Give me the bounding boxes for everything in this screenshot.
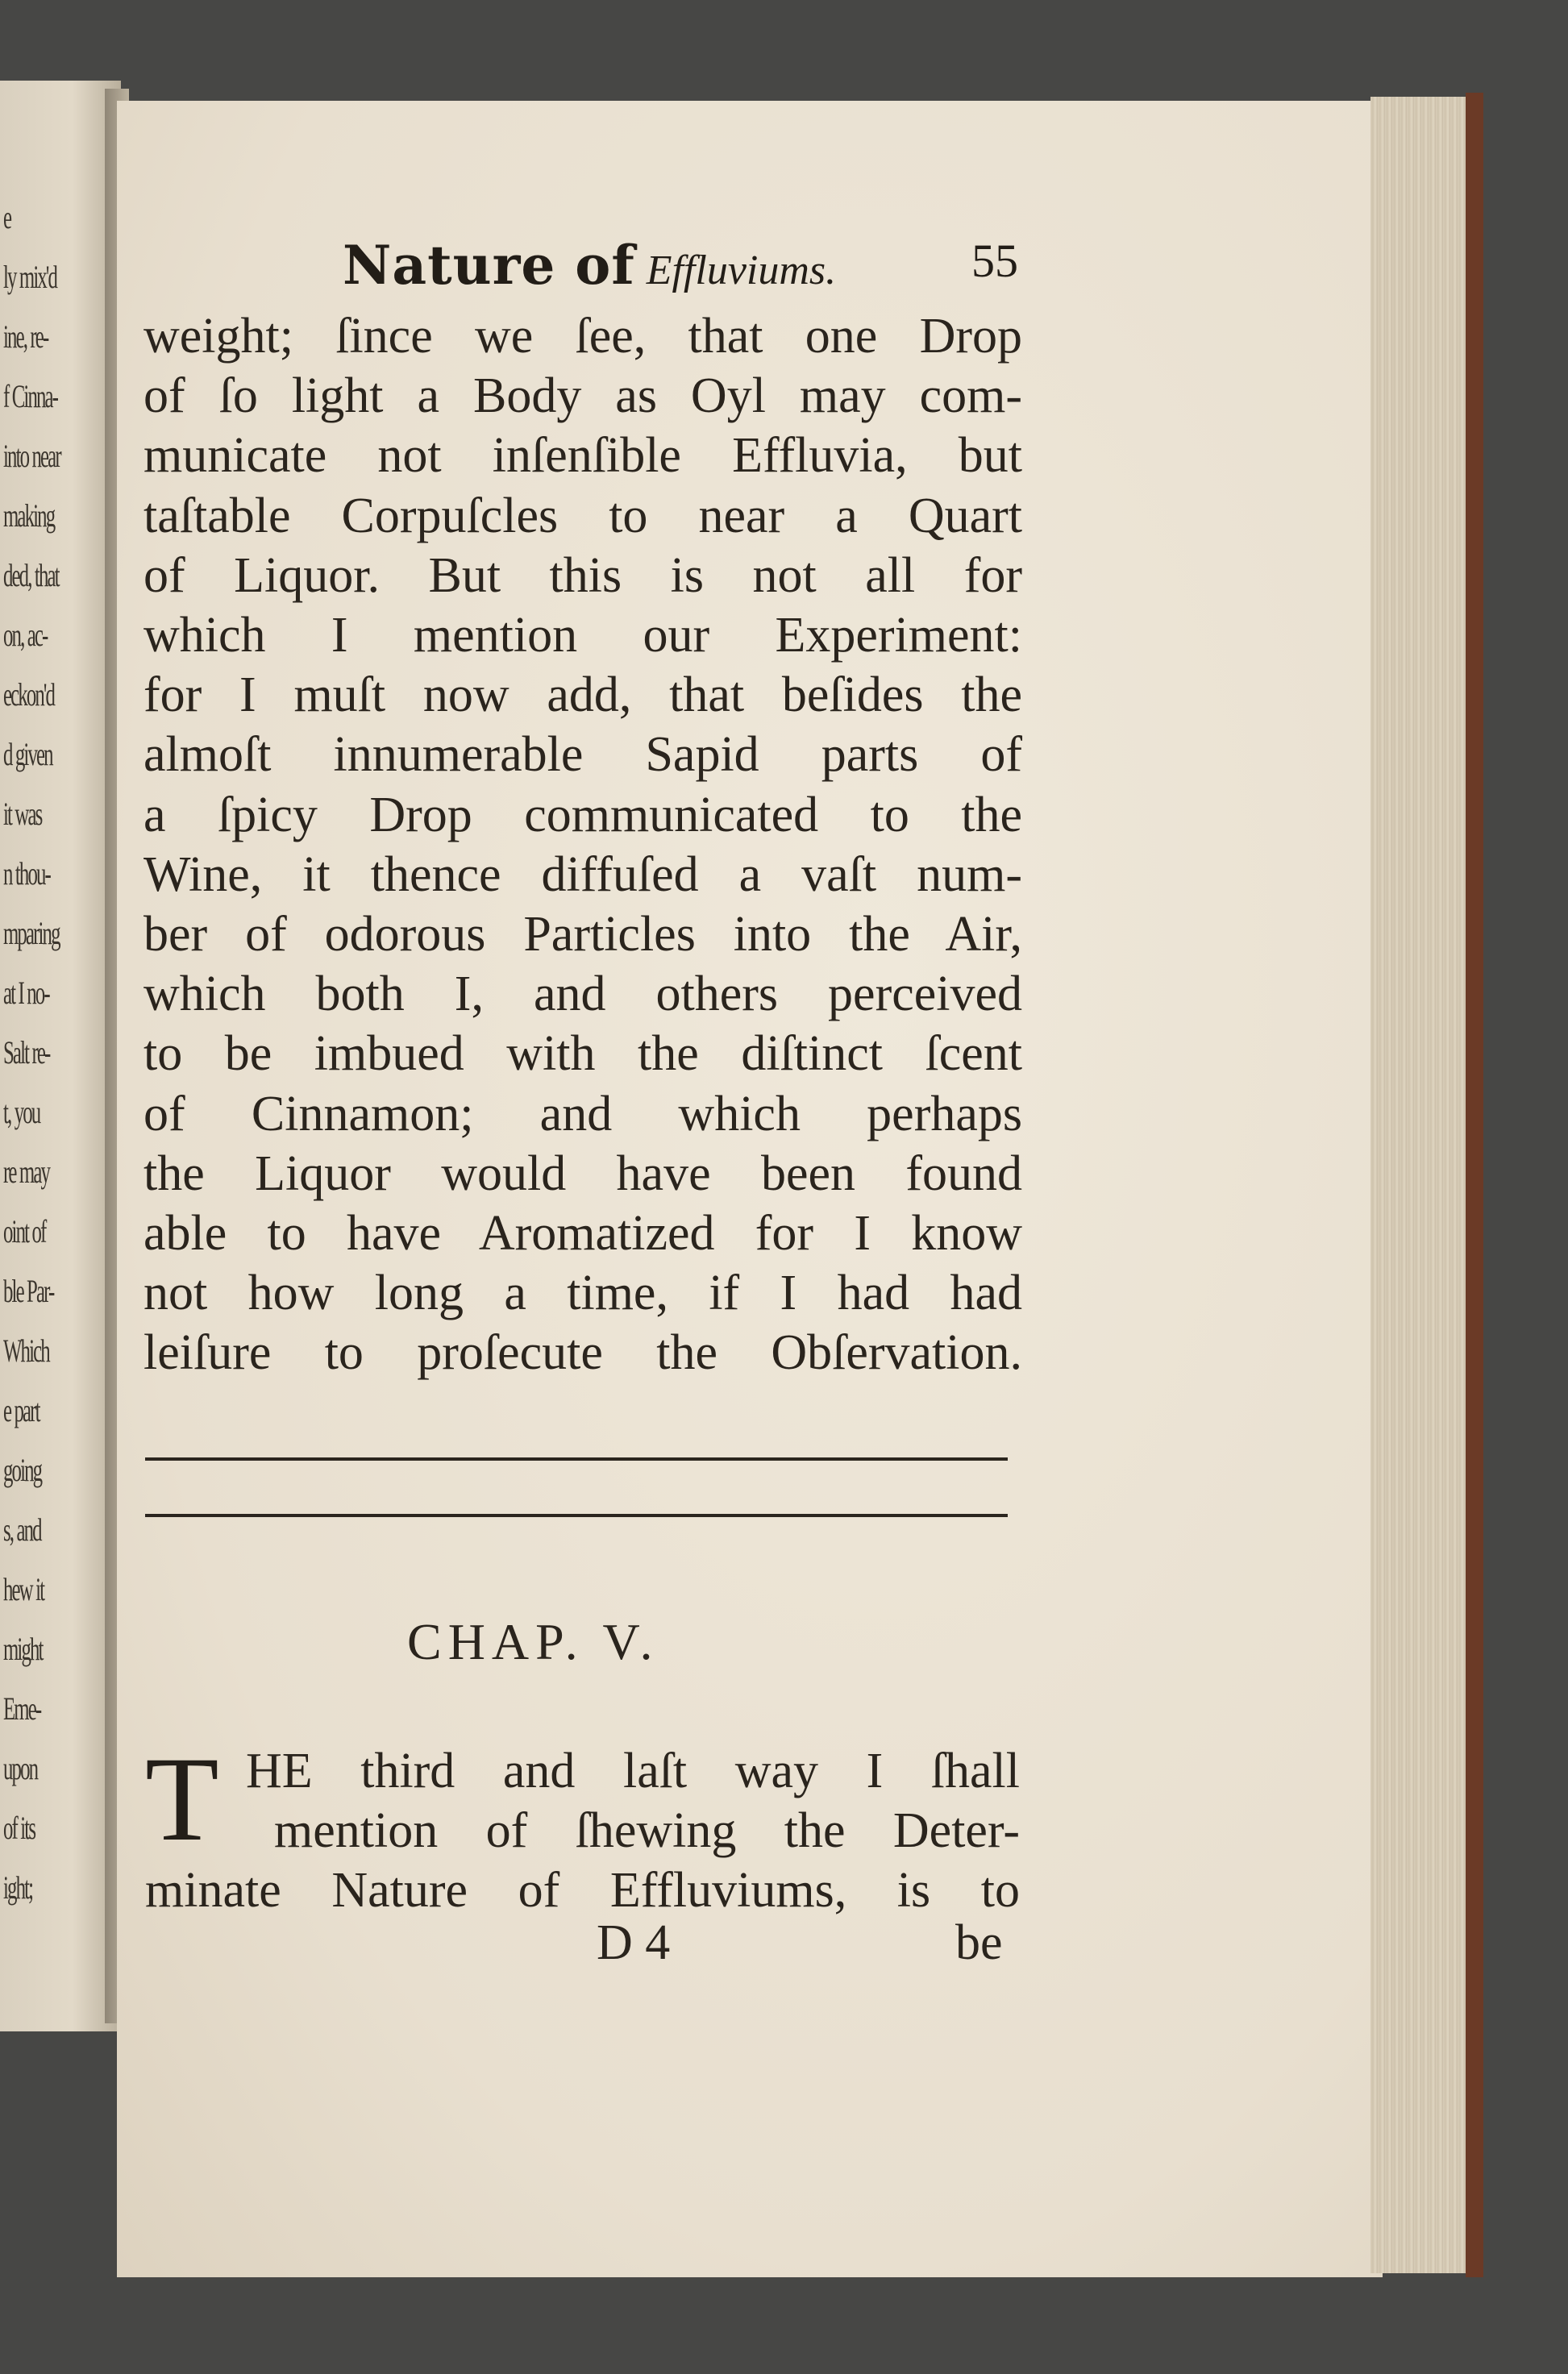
previous-page-fragment: t, you xyxy=(3,1094,40,1130)
text-line: of Cinnamon; and which perhaps xyxy=(143,1086,1022,1141)
chapter-line-3: minate Nature of Effluviums, is to xyxy=(145,1863,1020,1918)
section-rule-top xyxy=(145,1457,1008,1461)
text-line: not how long a time, if I had had xyxy=(143,1266,1022,1321)
previous-page-fragment: ine, re- xyxy=(3,318,48,355)
previous-page-fragment: ded, that xyxy=(3,557,59,593)
page-number: 55 xyxy=(971,235,1018,287)
signature-mark: D 4 xyxy=(597,1915,671,1970)
previous-page-fragment: into near xyxy=(3,438,60,474)
catchword: be xyxy=(955,1915,1003,1970)
previous-page-fragment: oint of xyxy=(3,1213,46,1249)
text-line: Wine, it thence diffuſed a vaſt num- xyxy=(143,846,1022,902)
previous-page-fragment: mparing xyxy=(3,915,60,951)
running-header xyxy=(343,234,1028,298)
previous-page-fragment: on, ac- xyxy=(3,617,48,653)
text-line: weight; ſince we ſee, that one Drop xyxy=(143,309,1022,364)
previous-page-fragment: re may xyxy=(3,1154,50,1190)
book-cover-edge xyxy=(1466,93,1483,2277)
previous-page-fragment: ble Par- xyxy=(3,1273,54,1309)
text-line: almoſt innumerable Sapid parts of xyxy=(143,727,1022,783)
previous-page-fragment: ly mix'd xyxy=(3,259,57,295)
previous-page-fragment: of its xyxy=(3,1810,35,1846)
chapter-line-2: mention of ſhewing the Deter- xyxy=(274,1803,1020,1858)
text-line: to be imbued with the diſtinct ſcent xyxy=(143,1026,1022,1082)
previous-page-fragment: hew it xyxy=(3,1571,44,1607)
previous-page-fragment: Eme- xyxy=(3,1690,41,1727)
text-line: which both I, and others perceived xyxy=(143,967,1022,1022)
text-line: a ſpicy Drop communicated to the xyxy=(143,787,1022,842)
previous-page-fragment: might xyxy=(3,1631,43,1667)
running-head-title: Nature of xyxy=(343,234,635,297)
previous-page-fragment: e xyxy=(3,199,11,235)
text-line: ber of odorous Particles into the Air, xyxy=(143,907,1022,962)
chapter-heading: CHAP. V. xyxy=(407,1613,659,1670)
text-line: leiſure to proſecute the Obſervation. xyxy=(143,1325,1022,1381)
text-line: which I mention our Experiment: xyxy=(143,608,1022,663)
previous-page-fragment: making xyxy=(3,497,55,534)
previous-page-fragment: e part xyxy=(3,1392,40,1428)
text-line: able to have Aromatized for I know xyxy=(143,1206,1022,1261)
drop-cap: T xyxy=(145,1732,219,1866)
section-rule-bottom xyxy=(145,1514,1008,1517)
previous-page-fragment: at I no- xyxy=(3,975,49,1011)
previous-page-fragment: Salt re- xyxy=(3,1034,50,1071)
previous-page-fragment: n thou- xyxy=(3,855,50,892)
previous-page-fragment: eckon'd xyxy=(3,676,55,713)
previous-page-fragment: ight; xyxy=(3,1869,33,1906)
previous-page-fragment: d given xyxy=(3,736,52,772)
chapter-line-1: HE third and laſt way I ſhall xyxy=(246,1744,1020,1798)
page-block-edge xyxy=(1370,97,1475,2273)
previous-page-fragment: upon xyxy=(3,1750,38,1786)
previous-page-fragment: it was xyxy=(3,796,42,832)
previous-page-fragment: going xyxy=(3,1452,42,1488)
previous-page-fragment: s, and xyxy=(3,1511,41,1548)
previous-page-fragment: f Cinna- xyxy=(3,378,58,414)
text-line: of Liquor. But this is not all for xyxy=(143,547,1022,603)
previous-page-fragment: Which xyxy=(3,1333,49,1369)
text-line: the Liquor would have been found xyxy=(143,1145,1022,1201)
text-line: for I muſt now add, that beſides the xyxy=(143,667,1022,723)
running-head-italic: Effluviums. xyxy=(646,247,837,293)
text-line: taſtable Corpuſcles to near a Quart xyxy=(143,488,1022,543)
text-line: of ſo light a Body as Oyl may com- xyxy=(143,368,1022,424)
previous-page-edge xyxy=(0,81,121,2031)
text-line: municate not inſenſible Effluvia, but xyxy=(143,428,1022,484)
